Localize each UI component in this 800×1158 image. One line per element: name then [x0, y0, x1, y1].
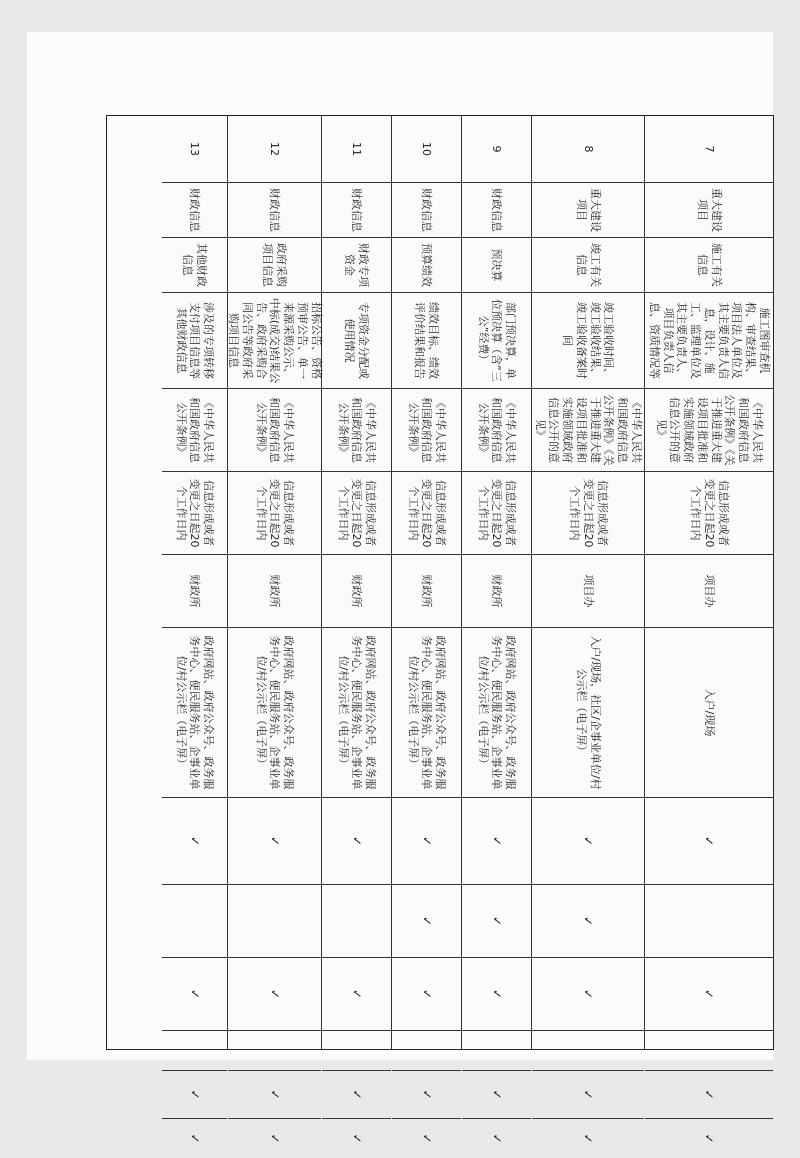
check-mark: ✓ — [268, 1089, 282, 1100]
table-row — [227, 116, 323, 1144]
cell-channel — [392, 627, 461, 797]
cell-subcategory — [322, 237, 391, 292]
disclosure-table — [106, 115, 774, 1144]
check-mark: ✓ — [490, 835, 504, 847]
cell-content — [228, 292, 321, 388]
cell-subject — [645, 554, 773, 627]
cell-time-limit — [228, 471, 321, 554]
no-text: 7 — [702, 145, 716, 153]
check-cell — [532, 957, 644, 1030]
check-mark: ✓ — [188, 835, 202, 847]
category-text: 重大建设项目 — [696, 188, 723, 232]
check-mark: ✓ — [581, 1089, 596, 1100]
subcategory-text: 其他财政信息 — [181, 243, 209, 287]
channel-text: 入户/现场，社区/企事业单位/村公示栏（电子屏） — [575, 635, 602, 790]
check-mark: ✓ — [350, 988, 364, 1000]
check-cell — [322, 797, 391, 884]
check-cell — [645, 884, 773, 957]
cell-channel — [645, 627, 773, 797]
check-cell — [392, 1070, 461, 1118]
check-mark: ✓ — [702, 1133, 717, 1144]
cell-category — [532, 182, 644, 237]
time-limit-text: 信息形成或者变更之日起20个工作日内 — [476, 478, 518, 548]
subcategory-text: 财政专项资金 — [343, 243, 371, 287]
check-cell — [462, 1118, 531, 1158]
check-cell — [645, 1030, 773, 1070]
subject-text: 项目办 — [702, 574, 716, 608]
table-row — [645, 116, 773, 1144]
check-cell — [645, 1118, 773, 1158]
cell-category — [645, 182, 773, 237]
cell-subcategory — [228, 237, 321, 292]
cell-subject — [392, 554, 461, 627]
check-cell — [228, 1030, 321, 1070]
check-mark: ✓ — [268, 835, 282, 847]
check-mark: ✓ — [420, 835, 434, 847]
time-limit-text: 信息形成或者变更之日起20个工作日内 — [568, 478, 609, 548]
cell-content — [462, 292, 531, 388]
check-cell — [392, 1118, 461, 1158]
check-cell — [392, 1030, 461, 1070]
basis-text: 《中华人民共和国政府信息公开条例》 — [336, 397, 378, 463]
check-cell — [462, 797, 531, 884]
check-cell — [322, 884, 391, 957]
cell-subject — [462, 554, 531, 627]
cell-content — [162, 292, 227, 388]
time-limit-text: 信息形成或者变更之日起20个工作日内 — [406, 478, 448, 548]
no-text: 8 — [581, 145, 595, 153]
cell-category — [322, 182, 391, 237]
cell-basis — [645, 388, 773, 471]
basis-text: 《中华人民共和国政府信息公开条例》 — [476, 397, 518, 463]
content-text: 部门预决算，单位预决算（含“三公”经费） — [476, 299, 518, 382]
cell-channel — [462, 627, 531, 797]
content-text: 涉及的专项转移支付项目信息等其他财政信息 — [174, 302, 216, 379]
category-text: 财政信息 — [490, 188, 504, 232]
check-cell — [645, 797, 773, 884]
subject-text: 财政所 — [350, 574, 364, 608]
table-row — [392, 116, 462, 1144]
cell-time-limit — [462, 471, 531, 554]
cell-subject — [228, 554, 321, 627]
subject-text: 财政所 — [490, 574, 504, 608]
cell-time-limit — [322, 471, 391, 554]
content-text: 招标公告、资格预审公告、单一来源采购公示、中标(成交)结果公告、政府采购合同公告等政府采购项目信息 — [227, 297, 323, 384]
time-limit-text: 信息形成或者变更之日起20个工作日内 — [174, 478, 216, 548]
check-mark: ✓ — [350, 1133, 364, 1144]
check-mark: ✓ — [420, 1133, 434, 1144]
check-mark: ✓ — [581, 835, 596, 847]
cell-no — [228, 116, 321, 182]
category-text: 财政信息 — [188, 188, 202, 232]
subject-text: 财政所 — [188, 574, 202, 608]
cell-no — [532, 116, 644, 182]
category-text: 财政信息 — [350, 188, 364, 232]
cell-category — [228, 182, 321, 237]
check-cell — [162, 1118, 227, 1158]
check-mark: ✓ — [268, 1133, 282, 1144]
cell-channel — [228, 627, 321, 797]
cell-channel — [532, 627, 644, 797]
subcategory-text: 政府采购项目信息 — [261, 243, 289, 287]
basis-text: 《中华人民共和国政府信息公开条例》《关于推进重大建设项目批准和实施领域政府信息公开的意见》 — [654, 394, 764, 466]
check-mark: ✓ — [702, 1089, 717, 1100]
content-text: 施工图审查机构、审查结果、项目法人单位及其主要负责人信息，设计、施工、监理单位及其主要负责人、项目负责人信息、资质情况等 — [647, 302, 771, 379]
check-mark: ✓ — [188, 1089, 202, 1100]
cell-no — [392, 116, 461, 182]
check-cell — [162, 884, 227, 957]
cell-basis — [322, 388, 391, 471]
check-cell — [392, 957, 461, 1030]
subject-text: 财政所 — [420, 574, 434, 608]
no-text: 10 — [420, 142, 434, 156]
cell-channel — [322, 627, 391, 797]
cell-no — [162, 116, 227, 182]
check-cell — [532, 1118, 644, 1158]
content-text: 专项资金分配或使用情况 — [343, 302, 371, 379]
content-text: 竣工验收时间、竣工验收结果、竣工验收备案时间 — [561, 302, 616, 379]
channel-text: 政府网站、政府公众号、政务服务中心、便民服务站、企事业单位/村公示栏（电子屏） — [336, 635, 378, 790]
cell-basis — [228, 388, 321, 471]
category-text: 财政信息 — [268, 188, 282, 232]
document-page — [27, 32, 773, 1144]
cell-no — [322, 116, 391, 182]
cell-basis — [162, 388, 227, 471]
check-cell — [392, 797, 461, 884]
check-mark: ✓ — [420, 915, 434, 927]
basis-text: 《中华人民共和国政府信息公开条例》《关于推进重大建设项目批准和实施领域政府信息公开的意见》 — [533, 394, 643, 466]
check-cell — [532, 1070, 644, 1118]
check-cell — [532, 797, 644, 884]
check-cell — [532, 884, 644, 957]
basis-text: 《中华人民共和国政府信息公开条例》 — [406, 397, 448, 463]
check-cell — [462, 1030, 531, 1070]
subcategory-text: 竣工有关信息 — [575, 243, 602, 287]
check-mark: ✓ — [581, 915, 596, 927]
channel-text: 政府网站、政府公众号、政务服务中心、便民服务站、企事业单位/村公示栏（电子屏） — [406, 635, 448, 790]
channel-text: 政府网站、政府公众号、政务服务中心、便民服务站、企事业单位/村公示栏（电子屏） — [476, 635, 518, 790]
cell-category — [462, 182, 531, 237]
check-cell — [392, 884, 461, 957]
basis-text: 《中华人民共和国政府信息公开条例》 — [254, 397, 296, 463]
check-cell — [322, 1030, 391, 1070]
check-mark: ✓ — [490, 915, 504, 927]
channel-text: 政府网站、政府公众号、政务服务中心、便民服务站、企事业单位/村公示栏（电子屏） — [254, 635, 296, 790]
table-row — [532, 116, 645, 1144]
cell-content — [645, 292, 773, 388]
subcategory-text: 预决算 — [490, 248, 504, 282]
cell-time-limit — [162, 471, 227, 554]
check-mark: ✓ — [188, 1133, 202, 1144]
cell-channel — [162, 627, 227, 797]
cell-basis — [462, 388, 531, 471]
check-cell — [462, 957, 531, 1030]
check-cell — [322, 1118, 391, 1158]
check-mark: ✓ — [350, 1089, 364, 1100]
basis-text: 《中华人民共和国政府信息公开条例》 — [174, 397, 216, 463]
check-cell — [462, 884, 531, 957]
time-limit-text: 信息形成或者变更之日起20个工作日内 — [689, 478, 730, 548]
cell-subject — [322, 554, 391, 627]
cell-no — [645, 116, 773, 182]
table-row — [162, 116, 228, 1144]
cell-category — [162, 182, 227, 237]
subject-text: 财政所 — [268, 574, 282, 608]
check-mark: ✓ — [490, 988, 504, 1000]
category-text: 财政信息 — [420, 188, 434, 232]
check-cell — [162, 797, 227, 884]
check-cell — [322, 957, 391, 1030]
cell-time-limit — [532, 471, 644, 554]
no-text: 12 — [268, 142, 282, 156]
cell-no — [462, 116, 531, 182]
cell-subject — [532, 554, 644, 627]
cell-subject — [162, 554, 227, 627]
check-cell — [162, 1030, 227, 1070]
check-mark: ✓ — [490, 1133, 504, 1144]
check-cell — [532, 1030, 644, 1070]
check-cell — [228, 957, 321, 1030]
cell-basis — [532, 388, 644, 471]
check-mark: ✓ — [702, 835, 717, 847]
subcategory-text: 预算绩效 — [420, 243, 434, 287]
cell-content — [532, 292, 644, 388]
no-text: 11 — [350, 142, 364, 156]
cell-subcategory — [392, 237, 461, 292]
channel-text: 政府网站、政府公众号、政务服务中心、便民服务站、企事业单位/村公示栏（电子屏） — [174, 635, 216, 790]
cell-content — [322, 292, 391, 388]
subject-text: 项目办 — [581, 574, 595, 608]
subcategory-text: 施工有关信息 — [696, 243, 723, 287]
check-cell — [322, 1070, 391, 1118]
no-text: 9 — [490, 145, 504, 153]
cell-subcategory — [645, 237, 773, 292]
check-mark: ✓ — [268, 988, 282, 1000]
cell-subcategory — [162, 237, 227, 292]
check-cell — [645, 1070, 773, 1118]
time-limit-text: 信息形成或者变更之日起20个工作日内 — [336, 478, 378, 548]
check-mark: ✓ — [702, 988, 717, 1000]
check-cell — [228, 1118, 321, 1158]
check-mark: ✓ — [188, 988, 202, 1000]
table-row — [462, 116, 532, 1144]
cell-basis — [392, 388, 461, 471]
cell-subcategory — [462, 237, 531, 292]
cell-subcategory — [532, 237, 644, 292]
check-mark: ✓ — [490, 1089, 504, 1100]
check-cell — [228, 1070, 321, 1118]
cell-category — [392, 182, 461, 237]
check-mark: ✓ — [350, 835, 364, 847]
cell-time-limit — [392, 471, 461, 554]
check-mark: ✓ — [420, 1089, 434, 1100]
check-mark: ✓ — [420, 988, 434, 1000]
check-cell — [462, 1070, 531, 1118]
category-text: 重大建设项目 — [575, 188, 602, 232]
cell-content — [392, 292, 461, 388]
content-text: 绩效目标、绩效评价结果和报告 — [413, 302, 441, 379]
check-mark: ✓ — [581, 988, 596, 1000]
cell-time-limit — [645, 471, 773, 554]
check-cell — [162, 1070, 227, 1118]
time-limit-text: 信息形成或者变更之日起20个工作日内 — [254, 478, 296, 548]
check-cell — [228, 797, 321, 884]
check-mark: ✓ — [581, 1133, 596, 1144]
check-cell — [228, 884, 321, 957]
table-row — [322, 116, 392, 1144]
no-text: 13 — [188, 142, 202, 156]
check-cell — [645, 957, 773, 1030]
channel-text: 入户/现场 — [702, 688, 716, 737]
check-cell — [162, 957, 227, 1030]
